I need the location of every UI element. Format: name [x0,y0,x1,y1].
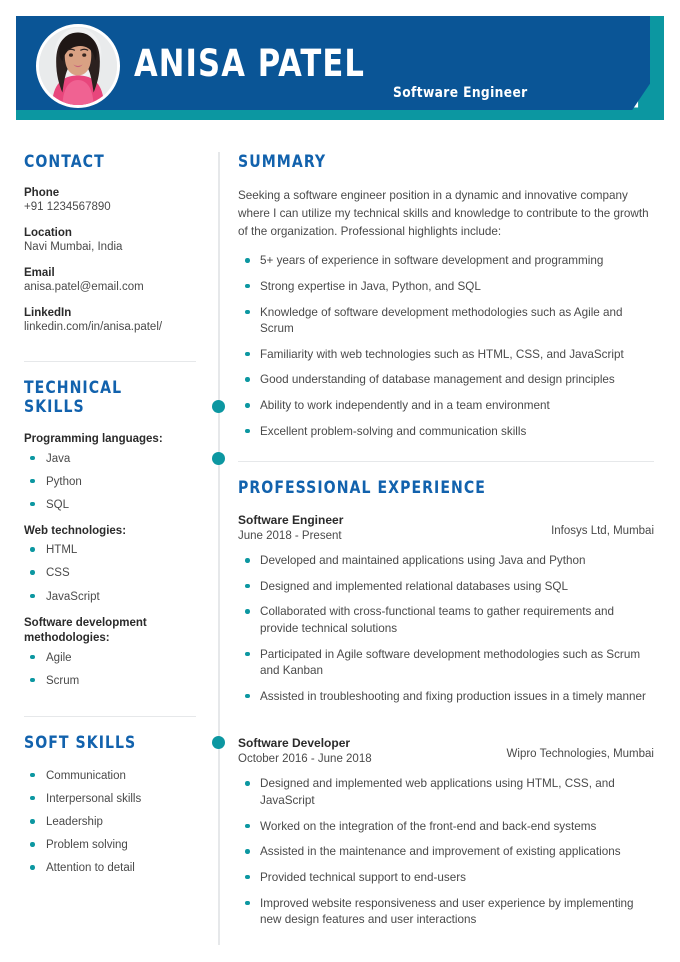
experience-heading: PROFESSIONAL EXPERIENCE [238,478,486,498]
summary-section [238,152,654,440]
contact-field-linkedin [24,307,196,333]
list-item: Excellent problem-solving and communication skills [238,424,654,441]
contact-field-email [24,267,196,293]
list-item: Problem solving [24,837,196,853]
contact-section [24,152,196,333]
skill-list-programming [24,451,196,513]
job-dates: October 2016 - June 2018 [238,753,372,766]
job-dates: June 2018 - Present [238,530,342,543]
page-title: ANISA PATEL [134,41,365,85]
list-item: Improved website responsiveness and user experience by implementing new design features and user interactions [238,896,654,929]
list-item: Leadership [24,814,196,830]
list-item: Assisted in the maintenance and improvement of existing applications [238,844,654,861]
list-item: Worked on the integration of the front-end and back-end systems [238,819,654,836]
list-item: Attention to detail [24,860,196,876]
contact-value: +91 1234567890 [24,201,111,213]
list-item: Ability to work independently and in a team environment [238,398,654,415]
job-header [238,736,654,767]
list-item: Python [24,474,196,490]
job-company: Wipro Technologies, Mumbai [506,748,654,761]
experience-item-1 [238,513,654,705]
resume-header [16,16,664,120]
contact-heading: CONTACT [24,152,105,171]
header-title-row [134,16,536,110]
soft-skills-section [24,733,196,876]
skill-group-label: Software development methodologies: [24,616,147,645]
contact-value: anisa.patel@email.com [24,281,144,293]
timeline-dot-job-2 [212,736,225,749]
summary-highlights-list [238,253,654,440]
contact-label: Location [24,227,72,239]
list-item: Assisted in troubleshooting and fixing production issues in a timely manner [238,689,654,706]
job-title-block [238,736,372,767]
summary-paragraph: Seeking a software engineer position in a dynamic and innovative company where I can utilize my technical skills and knowledge to contribute to the growth of the organization. Professional highlights include: [238,189,649,238]
contact-label: LinkedIn [24,307,72,319]
list-item: Familiarity with web technologies such as HTML, CSS, and JavaScript [238,347,654,364]
list-item: Designed and implemented relational databases using SQL [238,579,654,596]
section-divider [24,716,196,717]
section-divider [238,461,654,462]
contact-value[interactable]: linkedin.com/in/anisa.patel/ [24,321,163,333]
section-divider [24,361,196,362]
list-item: Java [24,451,196,467]
profile-photo-icon [39,27,117,105]
list-item: Designed and implemented web applications using HTML, CSS, and JavaScript [238,776,654,809]
job-bullets [238,553,654,705]
list-item: Developed and maintained applications using Java and Python [238,553,654,570]
skill-group-label: Programming languages: [24,433,163,445]
job-company: Infosys Ltd, Mumbai [551,525,654,538]
skill-list-web [24,542,196,604]
list-item: Good understanding of database management and design principles [238,372,654,389]
job-title-block [238,513,343,544]
job-title: Software Engineer [238,513,344,528]
experience-section [238,478,654,929]
main-column [238,152,654,938]
list-item: Scrum [24,673,196,689]
list-item: Participated in Agile software development methodologies such as Scrum and Kanban [238,647,654,680]
avatar [36,24,120,108]
list-item: Provided technical support to end-users [238,870,654,887]
list-item: SQL [24,497,196,513]
summary-heading: SUMMARY [238,152,327,171]
soft-skills-list [24,768,196,876]
contact-label: Phone [24,187,60,199]
contact-label: Email [24,267,55,279]
list-item: Agile [24,650,196,666]
list-item: Communication [24,768,196,784]
column-divider [218,152,220,945]
list-item: HTML [24,542,196,558]
contact-value: Navi Mumbai, India [24,241,123,253]
list-item: Knowledge of software development methodologies such as Agile and Scrum [238,305,654,338]
list-item: 5+ years of experience in software development and programming [238,253,654,270]
job-header [238,513,654,544]
list-item: Interpersonal skills [24,791,196,807]
technical-skills-heading: TECHNICAL SKILLS [24,378,123,416]
technical-skills-section [24,378,196,689]
skill-group-label: Web technologies: [24,524,127,537]
list-item: CSS [24,565,196,581]
timeline-dot-experience [212,452,225,465]
job-bullets [238,776,654,928]
contact-field-phone [24,187,196,213]
experience-spacer [238,714,654,736]
skill-list-methodologies [24,650,196,689]
sidebar-column [24,152,196,883]
list-item: Collaborated with cross-functional teams to gather requirements and provide technical solutions [238,604,654,637]
list-item: Strong expertise in Java, Python, and SQL [238,279,654,296]
timeline-dot-summary [212,400,225,413]
soft-skills-heading: SOFT SKILLS [24,732,137,752]
contact-field-location [24,227,196,253]
job-title: Software Developer [238,736,351,751]
list-item: JavaScript [24,589,196,605]
experience-item-2 [238,736,654,928]
header-role: Software Engineer [393,85,528,101]
